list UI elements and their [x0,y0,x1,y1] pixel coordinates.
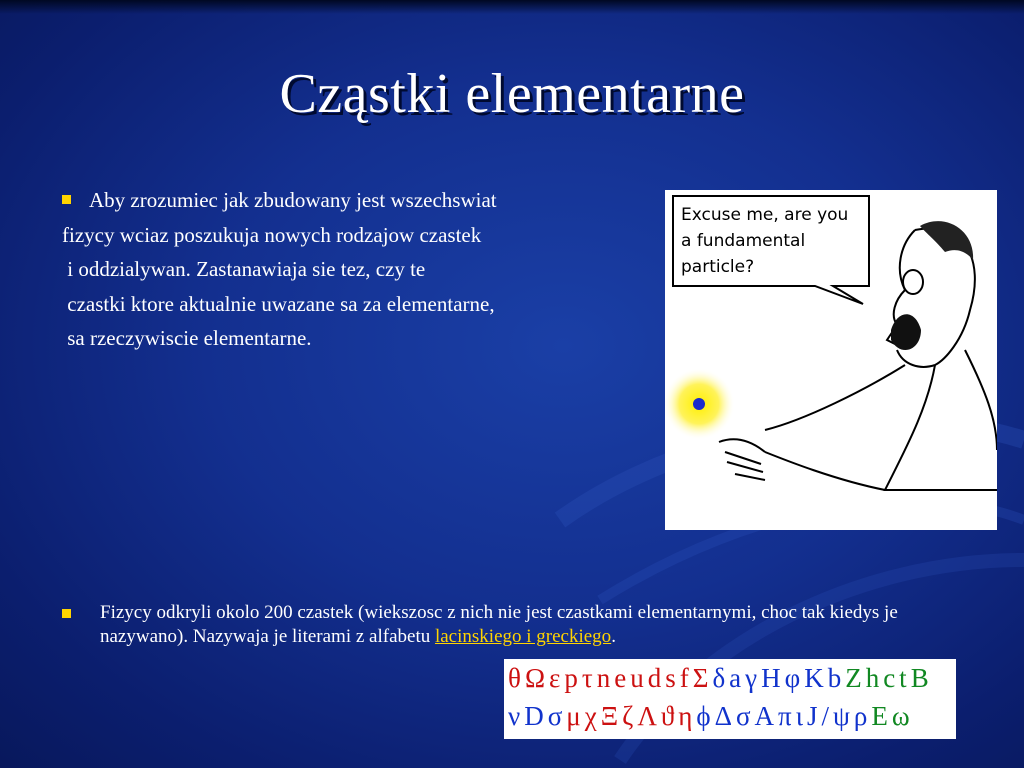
letter-glyph: Ω [524,663,547,693]
letter-glyph: f [679,663,690,693]
letter-glyph: / [821,701,830,731]
letter-glyph: ζ [622,701,635,731]
letter-glyph: n [596,663,612,693]
letter-glyph: ε [549,663,562,693]
letter-glyph: c [883,663,897,693]
letter-glyph: Ξ [600,701,620,731]
letter-glyph: Z [845,663,863,693]
letter-glyph: χ [584,701,598,731]
letters-row-1 [508,663,933,694]
letter-glyph: γ [745,663,759,693]
letter-glyph: δ [712,663,727,693]
letter-glyph: h [865,663,881,693]
bullet-particles [62,601,942,649]
letter-glyph: ρ [853,701,869,731]
letter-glyph: ψ [832,701,851,731]
speech-line-3: particle? [681,257,755,277]
letter-glyph: ϑ [660,701,676,731]
letter-glyph: ι [795,701,804,731]
bullet-line-3: i oddzialywan. Zastanawiaja sie tez, czy te [62,257,426,281]
bullet-line-4: czastki ktore aktualnie uwazane sa za elementarne, [62,291,495,316]
letter-glyph: e [614,663,628,693]
letter-glyph: p [564,663,579,693]
letter-glyph: π [778,701,793,731]
bullet-line-1: Aby zrozumiec jak zbudowany jest wszechswiat [62,183,622,218]
letter-glyph: ν [508,701,522,731]
letter-glyph: Σ [692,663,710,693]
beard [891,314,921,350]
letter-glyph: σ [547,701,564,731]
bullet-particles-text: Fizycy odkryli okolo 200 czastek (wiekszosc z nich nie jest czastkami elementarnymi, choc tak kiedys je nazywano). Nazywaja je literami z alfabetu lacinskiego i greckiego. [100,602,898,647]
letter-glyph: s [665,663,677,693]
letter-glyph: E [871,701,889,731]
slide-title: Cząstki elementarne [279,63,745,125]
letter-glyph: ω [891,701,911,731]
letter-glyph: A [754,701,776,731]
cartoon-image [665,190,997,530]
bullet-line-2: fizycy wciaz poszukuja nowych rodzajow czastek [62,222,482,247]
hair [920,221,973,260]
letter-glyph: K [804,663,825,693]
cartoon-illustration [665,190,997,530]
letter-glyph: μ [566,701,582,731]
bullet-line-5: sa rzeczywiscie elementarne. [62,326,312,350]
letter-glyph: d [647,663,663,693]
letter-glyph: a [729,663,743,693]
letter-glyph: η [678,701,694,731]
bullet-square-icon [62,195,71,204]
bullet-square-icon [62,609,71,618]
letter-glyph: Δ [714,701,733,731]
letter-glyph: θ [508,663,522,693]
letter-glyph: Λ [637,701,658,731]
letter-glyph: J [806,701,819,731]
letter-glyph: H [761,663,782,693]
letter-glyph: φ [784,663,802,693]
bullet-intro [62,183,622,356]
letter-glyph: u [630,663,645,693]
letter-glyph: t [899,663,908,693]
letters-image [504,659,956,739]
speech-line-1: Excuse me, are you [681,205,849,225]
letter-glyph: ϕ [696,701,712,731]
letter-glyph: τ [581,663,594,693]
letter-glyph: B [910,663,930,693]
letter-glyph: σ [735,701,752,731]
letter-glyph: D [524,701,545,731]
glasses [903,270,923,294]
speech-line-2: a fundamental [681,231,806,251]
letters-row-2 [508,701,914,732]
letter-glyph: b [827,663,843,693]
particle-dot [693,398,705,410]
top-shade [0,0,1024,14]
alphabet-link[interactable]: lacinskiego i greckiego [434,626,612,647]
